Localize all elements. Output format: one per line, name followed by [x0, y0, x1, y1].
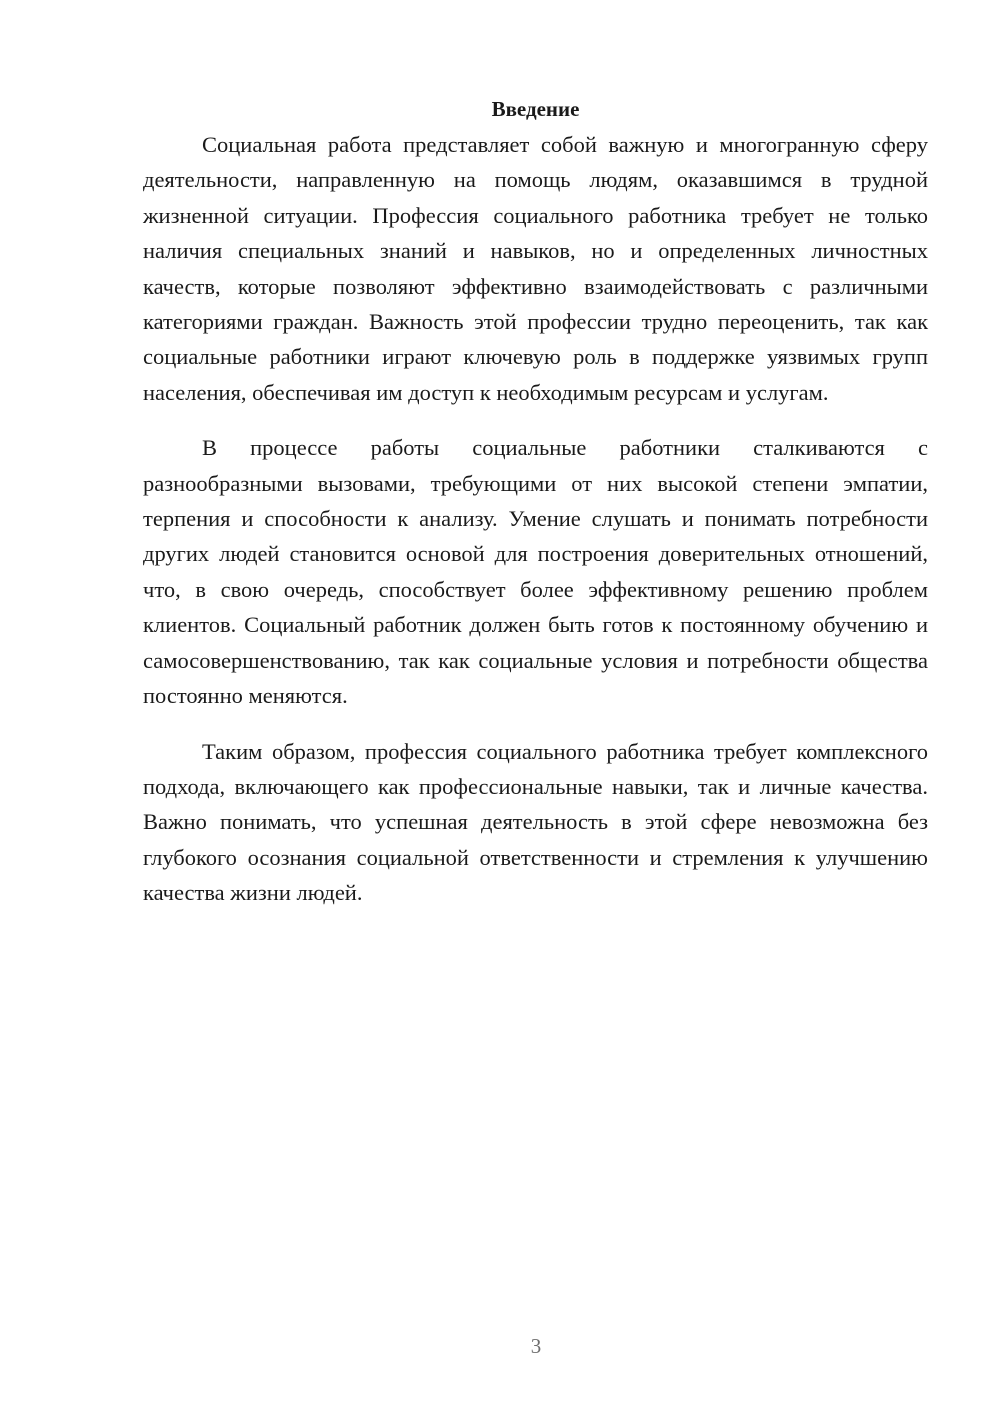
paragraph-3: Таким образом, профессия социального работника требует комплексного подхода, включающего как профессиональные навыки, так и личные качества. Важно понимать, что успешная деятельность в этой сфере невозможна без глубокого осознания социальной ответственности и стремления к улучшению качества жизни людей.: [143, 738, 928, 906]
section-heading: Введение: [491, 97, 580, 121]
page-content: [143, 92, 928, 911]
page-number: 3: [530, 1334, 542, 1358]
paragraph-2: В процессе работы социальные работники сталкиваются с разнообразными вызовами, требующими от них высокой степени эмпатии, терпения и способности к анализу. Умение слушать и понимать потребности других людей становится основой для построения доверительных отношений, что, в свою очередь, способствует более эффективному решению проблем клиентов. Социальный работник должен быть готов к постоянному обучению и самосовершенствованию, так как социальные условия и потребности общества постоянно меняются.: [143, 435, 928, 709]
paragraph-1: Социальная работа представляет собой важную и многогранную сферу деятельности, направленную на помощь людям, оказавшимся в трудной жизненной ситуации. Профессия социального работника требует не только наличия специальных знаний и навыков, но и определенных личностных качеств, которые позволяют эффективно взаимодействовать с различными категориями граждан. Важность этой профессии трудно переоценить, так как социальные работники играют ключевую роль в поддержке уязвимых групп населения, обеспечивая им доступ к необходимым ресурсам и услугам.: [143, 132, 928, 405]
